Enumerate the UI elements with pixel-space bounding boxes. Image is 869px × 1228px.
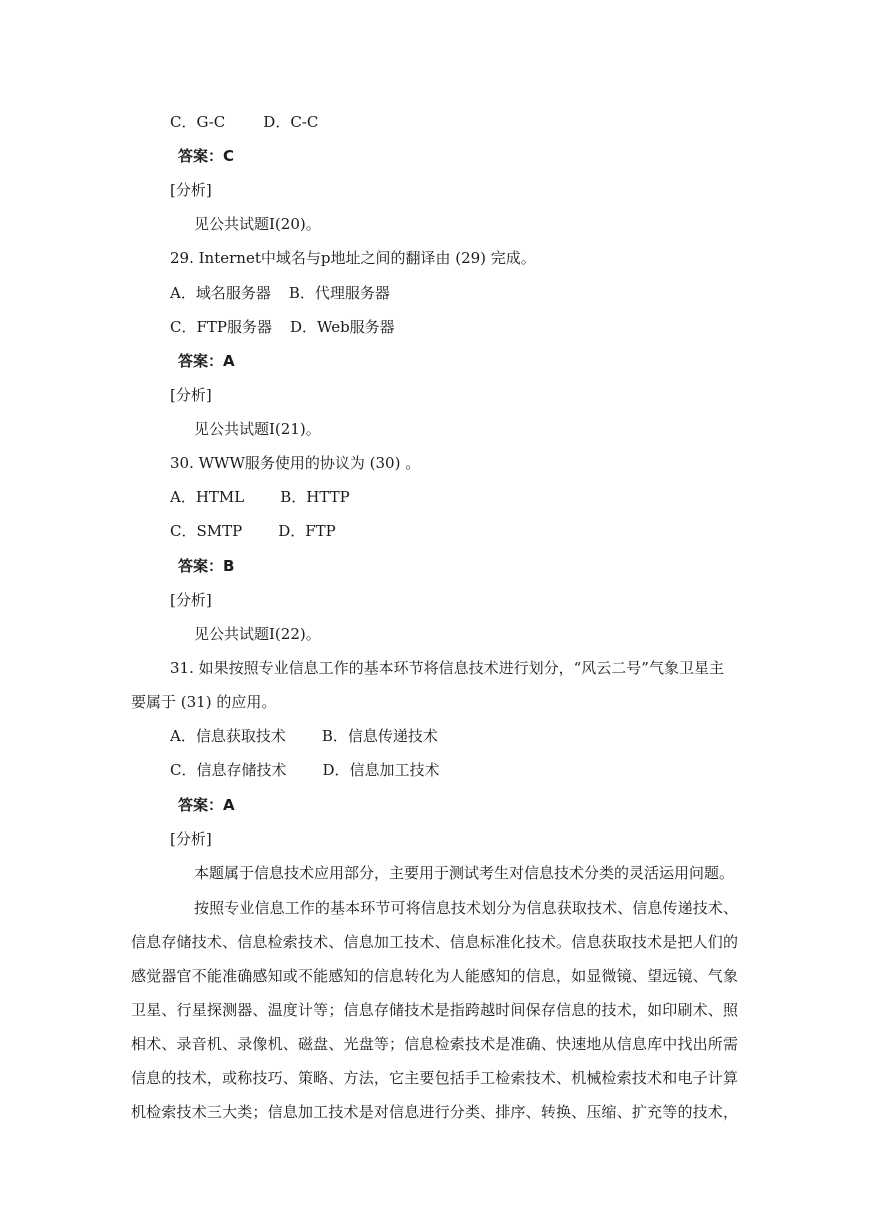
- answer: 答案：C: [178, 147, 235, 165]
- analysis-label: [分析]: [170, 591, 212, 609]
- analysis-paragraph: 本题属于信息技术应用部分，主要用于测试考生对信息技术分类的灵活运用问题。: [194, 864, 735, 882]
- option-d: D．C-C: [263, 113, 319, 131]
- analysis-line: 卫星、行星探测器、温度计等；信息存储技术是指跨越时间保存信息的技术，如印刷术、照: [131, 1001, 738, 1019]
- analysis-label: [分析]: [170, 830, 212, 848]
- option-c: C．SMTP: [170, 522, 243, 540]
- option-b: B．信息传递技术: [321, 727, 438, 745]
- option-d: D．信息加工技术: [322, 761, 440, 779]
- option-row: [170, 112, 318, 132]
- option-b: B．HTTP: [280, 488, 350, 506]
- analysis-line: 感觉器官不能准确感知或不能感知的信息转化为人能感知的信息，如显微镜、望远镜、气象: [131, 967, 738, 985]
- analysis-text: 见公共试题Ⅰ(21)。: [194, 420, 321, 438]
- analysis-text: 见公共试题Ⅰ(20)。: [194, 215, 321, 233]
- answer: 答案：B: [178, 557, 235, 575]
- option-c: C．FTP服务器: [170, 318, 272, 336]
- analysis-line: 机检索技术三大类；信息加工技术是对信息进行分类、排序、转换、压缩、扩充等的技术，: [131, 1103, 738, 1121]
- question-stem-cont: 要属于 (31) 的应用。: [131, 693, 277, 711]
- analysis-line: 相术、录音机、录像机、磁盘、光盘等；信息检索技术是准确、快速地从信息库中找出所需: [131, 1035, 738, 1053]
- option-row: [170, 726, 438, 746]
- question-stem: 31. 如果按照专业信息工作的基本环节将信息技术进行划分，“风云二号”气象卫星主: [170, 659, 724, 677]
- option-row: [170, 317, 395, 337]
- option-row: [170, 521, 336, 541]
- analysis-text: 见公共试题Ⅰ(22)。: [194, 625, 321, 643]
- answer: 答案：A: [178, 352, 235, 370]
- option-row: [170, 487, 350, 507]
- option-d: D．Web服务器: [289, 318, 395, 336]
- option-a: A．HTML: [170, 488, 245, 506]
- analysis-label: [分析]: [170, 386, 212, 404]
- analysis-line: 信息的技术，或称技巧、策略、方法，它主要包括手工检索技术、机械检索技术和电子计算: [131, 1069, 738, 1087]
- option-row: [170, 283, 390, 303]
- option-a: A．域名服务器: [170, 284, 271, 302]
- option-c: C．信息存储技术: [170, 761, 287, 779]
- analysis-label: [分析]: [170, 181, 212, 199]
- option-d: D．FTP: [278, 522, 336, 540]
- option-c: C．G-C: [170, 113, 226, 131]
- analysis-line: 按照专业信息工作的基本环节可将信息技术划分为信息获取技术、信息传递技术、: [194, 899, 738, 917]
- option-a: A．信息获取技术: [170, 727, 286, 745]
- option-b: B．代理服务器: [288, 284, 390, 302]
- answer: 答案：A: [178, 796, 235, 814]
- question-stem: 29. Internet中域名与p地址之间的翻译由 (29) 完成。: [170, 249, 536, 267]
- analysis-line: 信息存储技术、信息检索技术、信息加工技术、信息标准化技术。信息获取技术是把人们的: [131, 933, 738, 951]
- option-row: [170, 760, 440, 780]
- question-stem: 30. WWW服务使用的协议为 (30) 。: [170, 454, 421, 472]
